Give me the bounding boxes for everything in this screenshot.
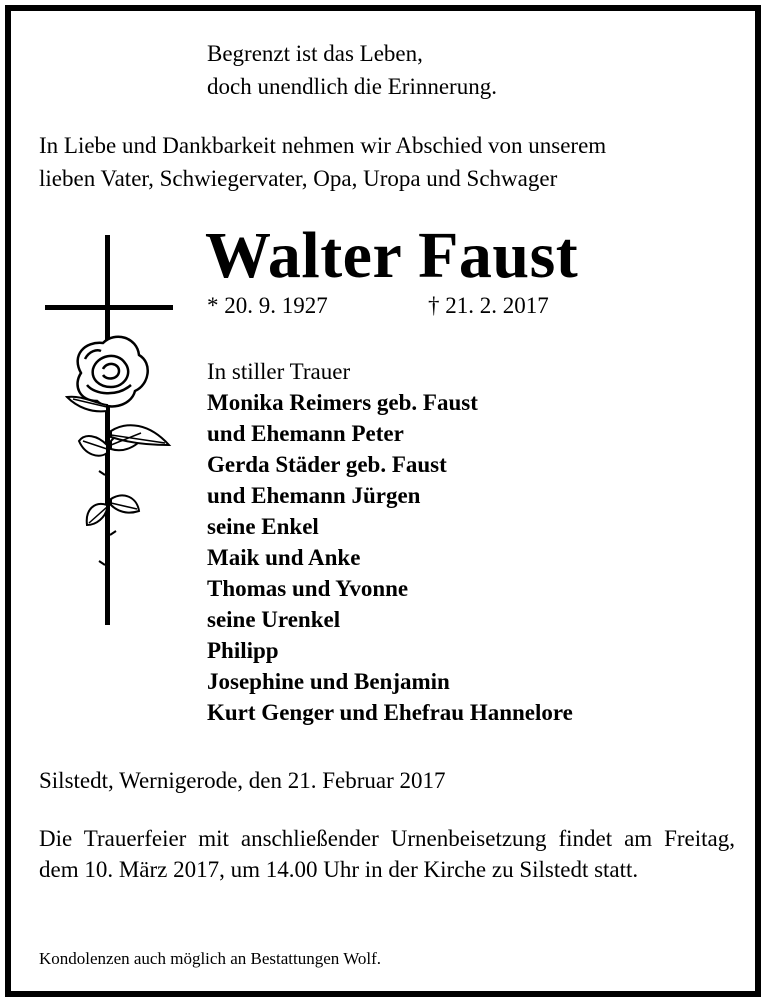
- mourner-line: Gerda Städer geb. Faust: [207, 452, 447, 477]
- mourner-line: Philipp: [207, 638, 279, 663]
- mourners-list: [207, 387, 573, 728]
- condolences-note: Kondolenzen auch möglich an Bestattungen Wolf.: [39, 949, 382, 968]
- mourner-line: Thomas und Yvonne: [207, 576, 409, 601]
- mourner-line: Kurt Genger und Ehefrau Hannelore: [207, 700, 573, 725]
- place-date: Silstedt, Wernigerode, den 21. Februar 2017: [39, 768, 446, 793]
- cross-with-rose-icon: [41, 235, 181, 635]
- mourner-line: Monika Reimers geb. Faust: [207, 390, 478, 415]
- deceased-name: Walter Faust: [205, 219, 579, 292]
- motto-line: Begrenzt ist das Leben,: [207, 41, 423, 66]
- intro-text: [39, 129, 606, 195]
- mourner-line: Josephine und Benjamin: [207, 669, 450, 694]
- motto-line: doch unendlich die Erinnerung.: [207, 74, 497, 99]
- mourner-line: und Ehemann Peter: [207, 421, 404, 446]
- obituary-frame: [5, 5, 761, 997]
- funeral-info: Die Trauerfeier mit anschließender Urnenbeisetzung findet am Freitag, dem 10. März 2017, um 14.00 Uhr in der Kirche zu Silstedt statt.: [39, 826, 735, 882]
- mourner-line: seine Enkel: [207, 514, 319, 539]
- intro-line: In Liebe und Dankbarkeit nehmen wir Abschied von unserem: [39, 133, 607, 158]
- motto: [207, 37, 497, 103]
- mourner-line: und Ehemann Jürgen: [207, 483, 421, 508]
- mourner-line: seine Urenkel: [207, 607, 341, 632]
- mourning-label: In stiller Trauer: [207, 359, 351, 384]
- mourner-line: Maik und Anke: [207, 545, 361, 570]
- birth-date: * 20. 9. 1927: [207, 293, 328, 318]
- death-date: † 21. 2. 2017: [428, 293, 549, 318]
- intro-line: lieben Vater, Schwiegervater, Opa, Uropa und Schwager: [39, 166, 558, 191]
